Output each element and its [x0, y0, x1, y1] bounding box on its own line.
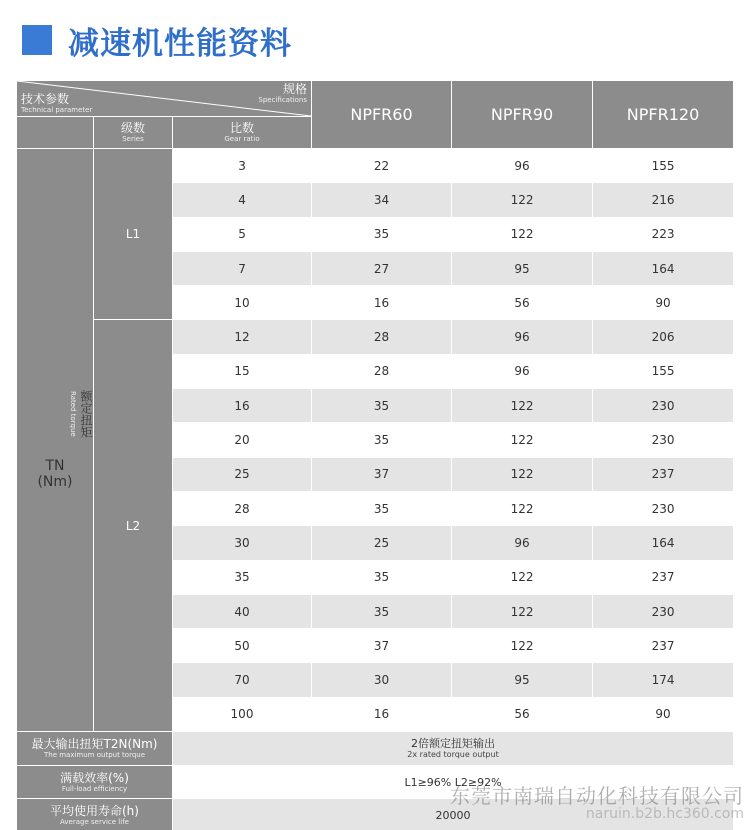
ratio-cell: 20 — [173, 423, 312, 457]
rated-torque-en: Rated torque — [69, 391, 77, 437]
footer-value-en: 2x rated torque output — [407, 750, 499, 760]
table-row — [17, 320, 734, 354]
torque-value-cell: 122 — [452, 183, 593, 217]
torque-value-cell: 206 — [593, 320, 734, 354]
torque-value-cell: 96 — [452, 320, 593, 354]
series-cell: L1 — [94, 149, 173, 320]
torque-value-cell: 155 — [593, 149, 734, 183]
torque-value-cell: 37 — [312, 457, 452, 491]
torque-value-cell: 35 — [312, 389, 452, 423]
series-header — [17, 117, 94, 149]
spec-param-header — [17, 81, 312, 117]
footer-label — [17, 732, 173, 766]
torque-value-cell: 25 — [312, 526, 452, 560]
footer-label-cn: 平均使用寿命(h) — [50, 803, 139, 818]
model-header-0: NPFR60 — [312, 81, 452, 149]
torque-value-cell: 56 — [452, 697, 593, 731]
section-header — [22, 18, 292, 62]
footer-label — [17, 799, 173, 830]
torque-value-cell: 122 — [452, 389, 593, 423]
ratio-cell: 7 — [173, 251, 312, 285]
ratio-cell: 3 — [173, 149, 312, 183]
torque-value-cell: 122 — [452, 629, 593, 663]
torque-value-cell: 35 — [312, 423, 452, 457]
ratio-cell: 28 — [173, 491, 312, 525]
ratio-cell: 25 — [173, 457, 312, 491]
torque-value-cell: 230 — [593, 594, 734, 628]
torque-value-cell: 237 — [593, 629, 734, 663]
ratio-cell: 5 — [173, 217, 312, 251]
torque-value-cell: 28 — [312, 354, 452, 388]
footer-value-cn: 2倍额定扭矩输出 — [411, 737, 495, 751]
torque-value-cell: 164 — [593, 526, 734, 560]
torque-value-cell: 22 — [312, 149, 452, 183]
torque-value-cell: 28 — [312, 320, 452, 354]
series-cell: L2 — [94, 320, 173, 732]
torque-value-cell: 35 — [312, 491, 452, 525]
torque-value-cell: 237 — [593, 457, 734, 491]
ratio-cell: 50 — [173, 629, 312, 663]
nm-unit: (Nm) — [37, 474, 73, 491]
ratio-cell: 40 — [173, 594, 312, 628]
spec-label: 规格 Specifications — [258, 82, 308, 104]
torque-value-cell: 174 — [593, 663, 734, 697]
param-label: 技术参数 Technical parameter — [21, 92, 93, 114]
torque-value-cell: 223 — [593, 217, 734, 251]
torque-value-cell: 230 — [593, 491, 734, 525]
torque-value-cell: 230 — [593, 423, 734, 457]
ratio-cell: 16 — [173, 389, 312, 423]
rated-torque-cn: 额定扭矩 — [79, 390, 93, 439]
torque-value-cell: 30 — [312, 663, 452, 697]
torque-value-cell: 95 — [452, 251, 593, 285]
torque-value-cell: 216 — [593, 183, 734, 217]
footer-label-en: Full-load efficiency — [61, 784, 128, 793]
torque-value-cell: 122 — [452, 457, 593, 491]
torque-value-cell: 27 — [312, 251, 452, 285]
ratio-cell: 30 — [173, 526, 312, 560]
torque-value-cell: 96 — [452, 354, 593, 388]
torque-value-cell: 90 — [593, 697, 734, 731]
model-header-1: NPFR90 — [452, 81, 593, 149]
torque-value-cell: 96 — [452, 526, 593, 560]
ratio-cell: 12 — [173, 320, 312, 354]
torque-value-cell: 34 — [312, 183, 452, 217]
footer-label-en: The maximum output torque — [43, 751, 146, 760]
footer-value-cn: L1≥96% L2≥92% — [404, 775, 502, 789]
torque-value-cell: 16 — [312, 697, 452, 731]
ratio-cell: 70 — [173, 663, 312, 697]
series-col-header: 级数 Series — [94, 117, 173, 149]
torque-value-cell: 37 — [312, 629, 452, 663]
torque-value-cell: 122 — [452, 217, 593, 251]
footer-value-cn: 20000 — [435, 808, 471, 822]
footer-label-cn: 满载效率(%) — [60, 770, 129, 785]
torque-value-cell: 164 — [593, 251, 734, 285]
footer-row — [17, 732, 734, 766]
footer-label — [17, 766, 173, 799]
torque-value-cell: 90 — [593, 286, 734, 320]
table-row — [17, 149, 734, 183]
ratio-cell: 4 — [173, 183, 312, 217]
torque-value-cell: 95 — [452, 663, 593, 697]
ratio-cell: 15 — [173, 354, 312, 388]
torque-value-cell: 237 — [593, 560, 734, 594]
torque-value-cell: 56 — [452, 286, 593, 320]
ratio-cell: 100 — [173, 697, 312, 731]
ratio-col-header: 比数 Gear ratio — [173, 117, 312, 149]
torque-value-cell: 230 — [593, 389, 734, 423]
watermark-url: naruin.b2b.hc360.com — [585, 806, 744, 822]
footer-value — [173, 732, 734, 766]
torque-value-cell: 16 — [312, 286, 452, 320]
torque-value-cell: 122 — [452, 491, 593, 525]
model-header-2: NPFR120 — [593, 81, 734, 149]
torque-value-cell: 122 — [452, 560, 593, 594]
torque-value-cell: 155 — [593, 354, 734, 388]
footer-label-cn: 最大输出扭矩T2N(Nm) — [31, 737, 158, 752]
torque-value-cell: 96 — [452, 149, 593, 183]
spec-table — [16, 80, 734, 830]
watermark-company: 东莞市南瑞自动化科技有限公司 — [450, 784, 744, 808]
tn-symbol: TN — [45, 458, 65, 475]
torque-value-cell: 122 — [452, 423, 593, 457]
ratio-cell: 10 — [173, 286, 312, 320]
torque-value-cell: 35 — [312, 594, 452, 628]
page-title: 减速机性能资料 — [68, 25, 292, 62]
title-square-icon — [22, 25, 52, 55]
ratio-cell: 35 — [173, 560, 312, 594]
torque-value-cell: 122 — [452, 594, 593, 628]
torque-value-cell: 35 — [312, 560, 452, 594]
rated-torque-label — [17, 149, 94, 732]
torque-value-cell: 35 — [312, 217, 452, 251]
footer-label-en: Average service life — [60, 817, 129, 826]
